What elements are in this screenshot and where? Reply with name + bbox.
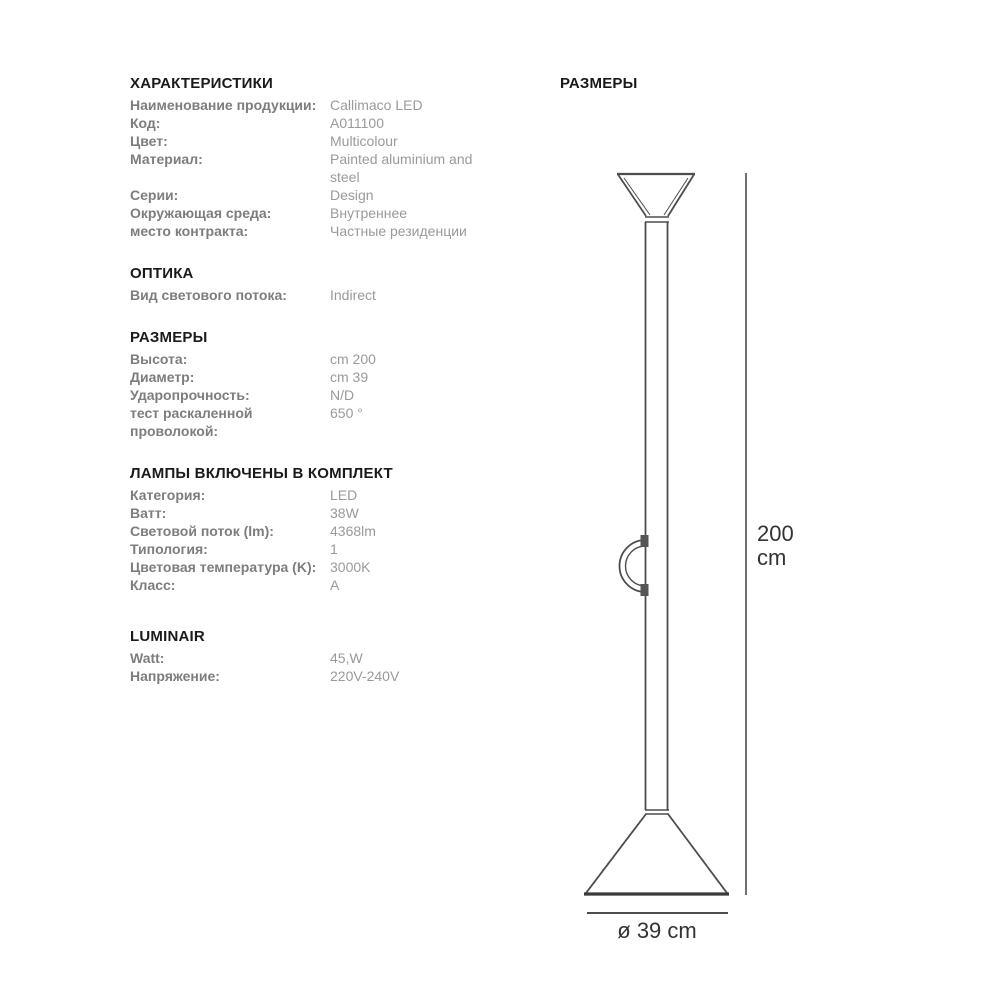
spec-label: Ударопрочность:	[130, 387, 250, 403]
spec-label: Световой поток (lm):	[130, 523, 274, 539]
dimensions-title: РАЗМЕРЫ	[560, 75, 638, 92]
spec-label: Цветовая температура (K):	[130, 559, 317, 575]
spec-value: Design	[330, 187, 374, 203]
spec-row	[130, 486, 520, 504]
spec-label: Категория:	[130, 487, 206, 503]
section-luminair	[130, 629, 520, 685]
spec-label: Серии:	[130, 187, 179, 203]
spec-row	[130, 114, 520, 132]
spec-row	[130, 132, 520, 150]
spec-value: Внутреннее	[330, 205, 408, 221]
spec-label: Наименование продукции:	[130, 97, 317, 113]
diameter-dimension-label: ø 39 cm	[617, 918, 697, 943]
spec-value: 220V-240V	[330, 668, 400, 684]
spec-value: cm 39	[330, 369, 369, 385]
spec-value: Частные резиденции	[330, 223, 467, 239]
spec-row	[130, 504, 520, 522]
spec-value: Painted aluminium and steel	[330, 151, 473, 185]
spec-label: Типология:	[130, 541, 208, 557]
spec-value: 4368lm	[330, 523, 376, 539]
spec-value: 1	[330, 541, 338, 557]
spec-label: место контракта:	[130, 223, 249, 239]
section-title: ХАРАКТЕРИСТИКИ	[130, 75, 273, 92]
spec-value: 3000K	[330, 559, 371, 575]
spec-value: 650 °	[330, 405, 363, 421]
spec-row	[130, 667, 520, 685]
spec-label: Watt:	[130, 650, 165, 666]
spec-value: Callimaco LED	[330, 97, 423, 113]
spec-label: Класс:	[130, 577, 176, 593]
spec-row	[130, 222, 520, 240]
spec-label: Материал:	[130, 151, 203, 167]
spec-row	[130, 404, 520, 440]
spec-label: Диаметр:	[130, 369, 195, 385]
section-title: РАЗМЕРЫ	[130, 329, 208, 346]
spec-row	[130, 350, 520, 368]
spec-label: Напряжение:	[130, 668, 220, 684]
spec-label: Вид светового потока:	[130, 287, 287, 303]
spec-label: Высота:	[130, 351, 188, 367]
spec-row	[130, 150, 520, 186]
spec-row	[130, 96, 520, 114]
specifications-panel	[130, 76, 520, 711]
spec-label: Цвет:	[130, 133, 168, 149]
spec-value: 38W	[330, 505, 359, 521]
spec-value: N/D	[330, 387, 355, 403]
spec-row	[130, 540, 520, 558]
spec-row	[130, 558, 520, 576]
section-title: LUMINAIR	[130, 628, 205, 645]
spec-label: Окружающая среда:	[130, 205, 272, 221]
spec-value: LED	[330, 487, 358, 503]
section-title: ЛАМПЫ ВКЛЮЧЕНЫ В КОМПЛЕКТ	[130, 465, 393, 482]
height-dimension-label: 200 cm	[757, 521, 794, 570]
spec-row	[130, 649, 520, 667]
section-title: ОПТИКА	[130, 265, 194, 282]
spec-row	[130, 286, 520, 304]
section-characteristics	[130, 76, 520, 240]
spec-row	[130, 368, 520, 386]
spec-label: Ватт:	[130, 505, 167, 521]
spec-row	[130, 386, 520, 404]
pole	[646, 222, 668, 810]
spec-value: A	[330, 577, 340, 593]
top-cone	[617, 174, 695, 222]
lamp-line-drawing	[540, 60, 860, 960]
section-lamps-included	[130, 466, 520, 594]
spec-label: тест раскаленной проволокой:	[130, 405, 253, 439]
spec-label: Код:	[130, 115, 161, 131]
spec-row	[130, 204, 520, 222]
base-cone	[584, 810, 729, 894]
section-dimensions	[130, 330, 520, 440]
spec-value: 45,W	[330, 650, 363, 666]
spec-value: Indirect	[330, 287, 376, 303]
spec-value: cm 200	[330, 351, 376, 367]
spec-row	[130, 186, 520, 204]
section-optics	[130, 266, 520, 304]
spec-row	[130, 522, 520, 540]
spec-value: A011100	[330, 115, 384, 131]
spec-row	[130, 576, 520, 594]
spec-value: Multicolour	[330, 133, 398, 149]
handle	[620, 535, 649, 596]
